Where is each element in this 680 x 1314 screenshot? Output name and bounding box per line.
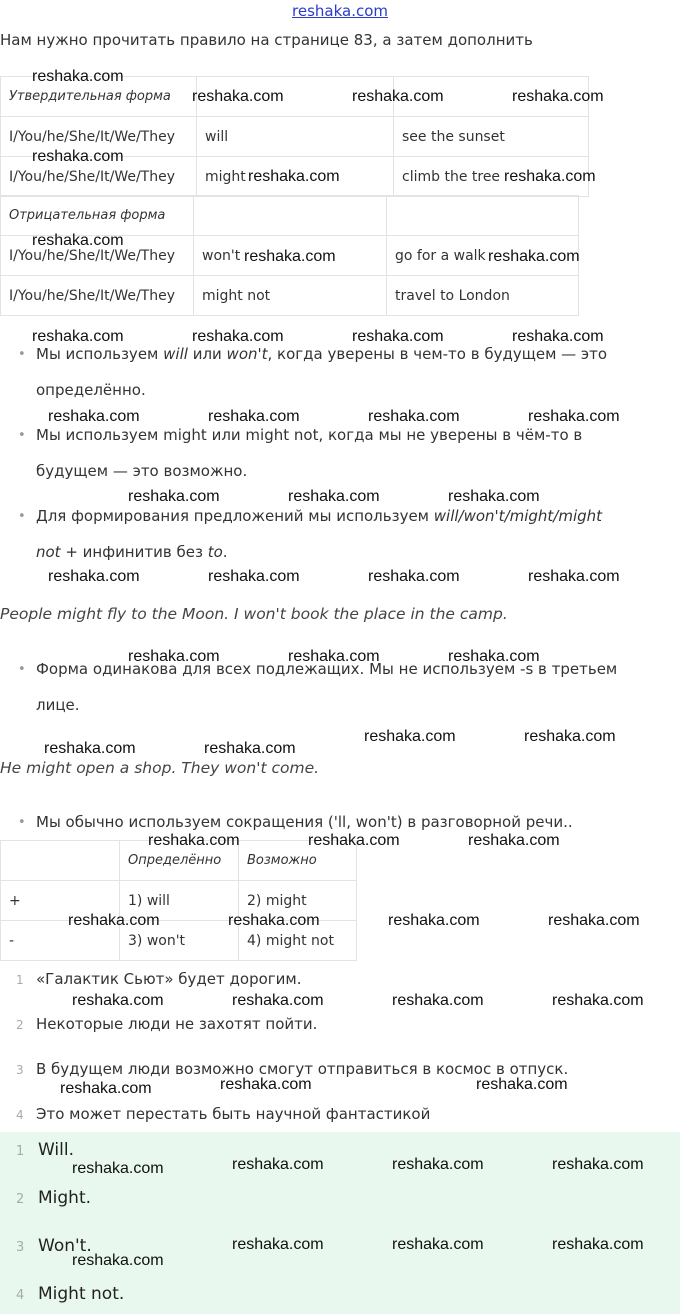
action-cell: see the sunset (394, 117, 589, 157)
rule-bullet-1: Мы используем will или won't, когда уверены в чем-то в будущем — это (36, 345, 608, 363)
watermark-text: reshaka.com (368, 408, 460, 425)
answer-number: 2 (16, 1192, 25, 1207)
watermark-text: reshaka.com (204, 740, 296, 757)
bullet-dot: • (18, 662, 26, 677)
watermark-text: reshaka.com (552, 992, 644, 1009)
rule-bullet-4: Форма одинакова для всех подлежащих. Мы не используем -s в третьем (36, 660, 618, 678)
watermark-text: reshaka.com (208, 568, 300, 585)
column-definite: Определённо (120, 841, 239, 881)
answer-number: 3 (16, 1240, 25, 1255)
table-row (1, 196, 579, 236)
sign-cell: + (1, 881, 120, 921)
watermark-text: reshaka.com (48, 568, 140, 585)
negative-title: Отрицательная форма (1, 196, 194, 236)
answer-number: 1 (16, 1144, 25, 1159)
watermark-text: reshaka.com (468, 832, 560, 849)
answer-text: Might. (38, 1188, 92, 1208)
watermark-text: reshaka.com (60, 1080, 152, 1097)
answer-text: Will. (38, 1140, 75, 1160)
sign-cell: - (1, 921, 120, 961)
watermark-text: reshaka.com (552, 1236, 644, 1253)
verb-cell: might not (194, 276, 387, 316)
answer-number: 4 (16, 1288, 25, 1303)
watermark-text: reshaka.com (48, 408, 140, 425)
watermark-text: reshaka.com (512, 88, 604, 105)
question-number: 1 (16, 973, 24, 987)
watermark-text: reshaka.com (368, 568, 460, 585)
action-cell: climb the tree (394, 157, 589, 197)
watermark-text: reshaka.com (392, 1156, 484, 1173)
watermark-text: reshaka.com (288, 648, 380, 665)
watermark-text: reshaka.com (476, 1076, 568, 1093)
watermark-text: reshaka.com (524, 728, 616, 745)
intro-text: Нам нужно прочитать правило на странице 83, а затем дополнить (0, 31, 533, 49)
watermark-text: reshaka.com (68, 912, 160, 929)
answer-cell: 4) might not (239, 921, 357, 961)
watermark-text: reshaka.com (512, 328, 604, 345)
watermark-text: reshaka.com (232, 1156, 324, 1173)
watermark-text: reshaka.com (248, 168, 340, 185)
rule-bullet-1-cont: определённо. (36, 381, 146, 399)
watermark-text: reshaka.com (44, 740, 136, 757)
watermark-text: reshaka.com (72, 992, 164, 1009)
bullet-dot: • (18, 428, 26, 443)
action-cell: travel to London (387, 276, 579, 316)
verb-cell: might (197, 157, 394, 197)
watermark-text: reshaka.com (192, 88, 284, 105)
watermark-text: reshaka.com (208, 408, 300, 425)
question-number: 2 (16, 1018, 24, 1032)
example-sentence-1: People might fly to the Moon. I won't book the place in the camp. (0, 605, 508, 623)
watermark-text: reshaka.com (552, 1156, 644, 1173)
answer-text: Might not. (38, 1284, 125, 1304)
site-header-link[interactable]: reshaka.com (292, 2, 388, 20)
answer-cell: 1) will (120, 881, 239, 921)
question-number: 3 (16, 1063, 24, 1077)
watermark-text: reshaka.com (128, 488, 220, 505)
watermark-text: reshaka.com (228, 912, 320, 929)
subject-cell: I/You/he/She/It/We/They (1, 117, 197, 157)
watermark-text: reshaka.com (488, 248, 580, 265)
answer-cell: 2) might (239, 881, 357, 921)
watermark-text: reshaka.com (32, 232, 124, 249)
watermark-text: reshaka.com (72, 1160, 164, 1177)
action-cell: go for a walk (387, 236, 579, 276)
watermark-text: reshaka.com (232, 992, 324, 1009)
watermark-text: reshaka.com (352, 328, 444, 345)
rule-bullet-3-cont: not + инфинитив без to. (36, 543, 228, 561)
watermark-text: reshaka.com (32, 148, 124, 165)
rule-bullet-5: Мы обычно используем сокращения ('ll, won't) в разговорной речи.. (36, 813, 573, 831)
subject-cell: I/You/he/She/It/We/They (1, 157, 197, 197)
watermark-text: reshaka.com (148, 832, 240, 849)
watermark-text: reshaka.com (192, 328, 284, 345)
bullet-dot: • (18, 509, 26, 524)
rule-bullet-4-cont: лице. (36, 696, 80, 714)
watermark-text: reshaka.com (232, 1236, 324, 1253)
bullet-dot: • (18, 815, 26, 830)
question-text: В будущем люди возможно смогут отправиться в космос в отпуск. (36, 1060, 569, 1078)
watermark-text: reshaka.com (32, 328, 124, 345)
bullet-dot: • (18, 347, 26, 362)
affirmative-title: Утвердительная форма (1, 77, 197, 117)
rule-bullet-3: Для формирования предложений мы используем will/won't/might/might (36, 507, 603, 525)
watermark-text: reshaka.com (220, 1076, 312, 1093)
column-possible: Возможно (239, 841, 357, 881)
watermark-text: reshaka.com (504, 168, 596, 185)
question-number: 4 (16, 1108, 24, 1122)
watermark-text: reshaka.com (392, 1236, 484, 1253)
verb-cell: won't (194, 236, 387, 276)
rule-bullet-2: Мы используем might или might not, когда мы не уверены в чём-то в (36, 426, 583, 444)
rule-bullet-2-cont: будущем — это возможно. (36, 462, 248, 480)
watermark-text: reshaka.com (448, 648, 540, 665)
watermark-text: reshaka.com (528, 568, 620, 585)
answer-cell: 3) won't (120, 921, 239, 961)
verb-cell: will (197, 117, 394, 157)
watermark-text: reshaka.com (352, 88, 444, 105)
watermark-text: reshaka.com (308, 832, 400, 849)
certainty-table (0, 840, 357, 961)
watermark-text: reshaka.com (288, 488, 380, 505)
watermark-text: reshaka.com (72, 1252, 164, 1269)
watermark-text: reshaka.com (448, 488, 540, 505)
watermark-text: reshaka.com (244, 248, 336, 265)
question-text: Это может перестать быть научной фантастикой (36, 1105, 431, 1123)
question-text: Некоторые люди не захотят пойти. (36, 1015, 318, 1033)
watermark-text: reshaka.com (548, 912, 640, 929)
subject-cell: I/You/he/She/It/We/They (1, 276, 194, 316)
table-row (1, 276, 579, 316)
watermark-text: reshaka.com (528, 408, 620, 425)
subject-cell: I/You/he/She/It/We/They (1, 236, 194, 276)
watermark-text: reshaka.com (392, 992, 484, 1009)
watermark-text: reshaka.com (364, 728, 456, 745)
watermark-text: reshaka.com (388, 912, 480, 929)
answer-text: Won't. (38, 1236, 92, 1256)
watermark-text: reshaka.com (128, 648, 220, 665)
question-text: «Галактик Сьют» будет дорогим. (36, 970, 302, 988)
example-sentence-2: He might open a shop. They won't come. (0, 759, 320, 777)
watermark-text: reshaka.com (32, 68, 124, 85)
